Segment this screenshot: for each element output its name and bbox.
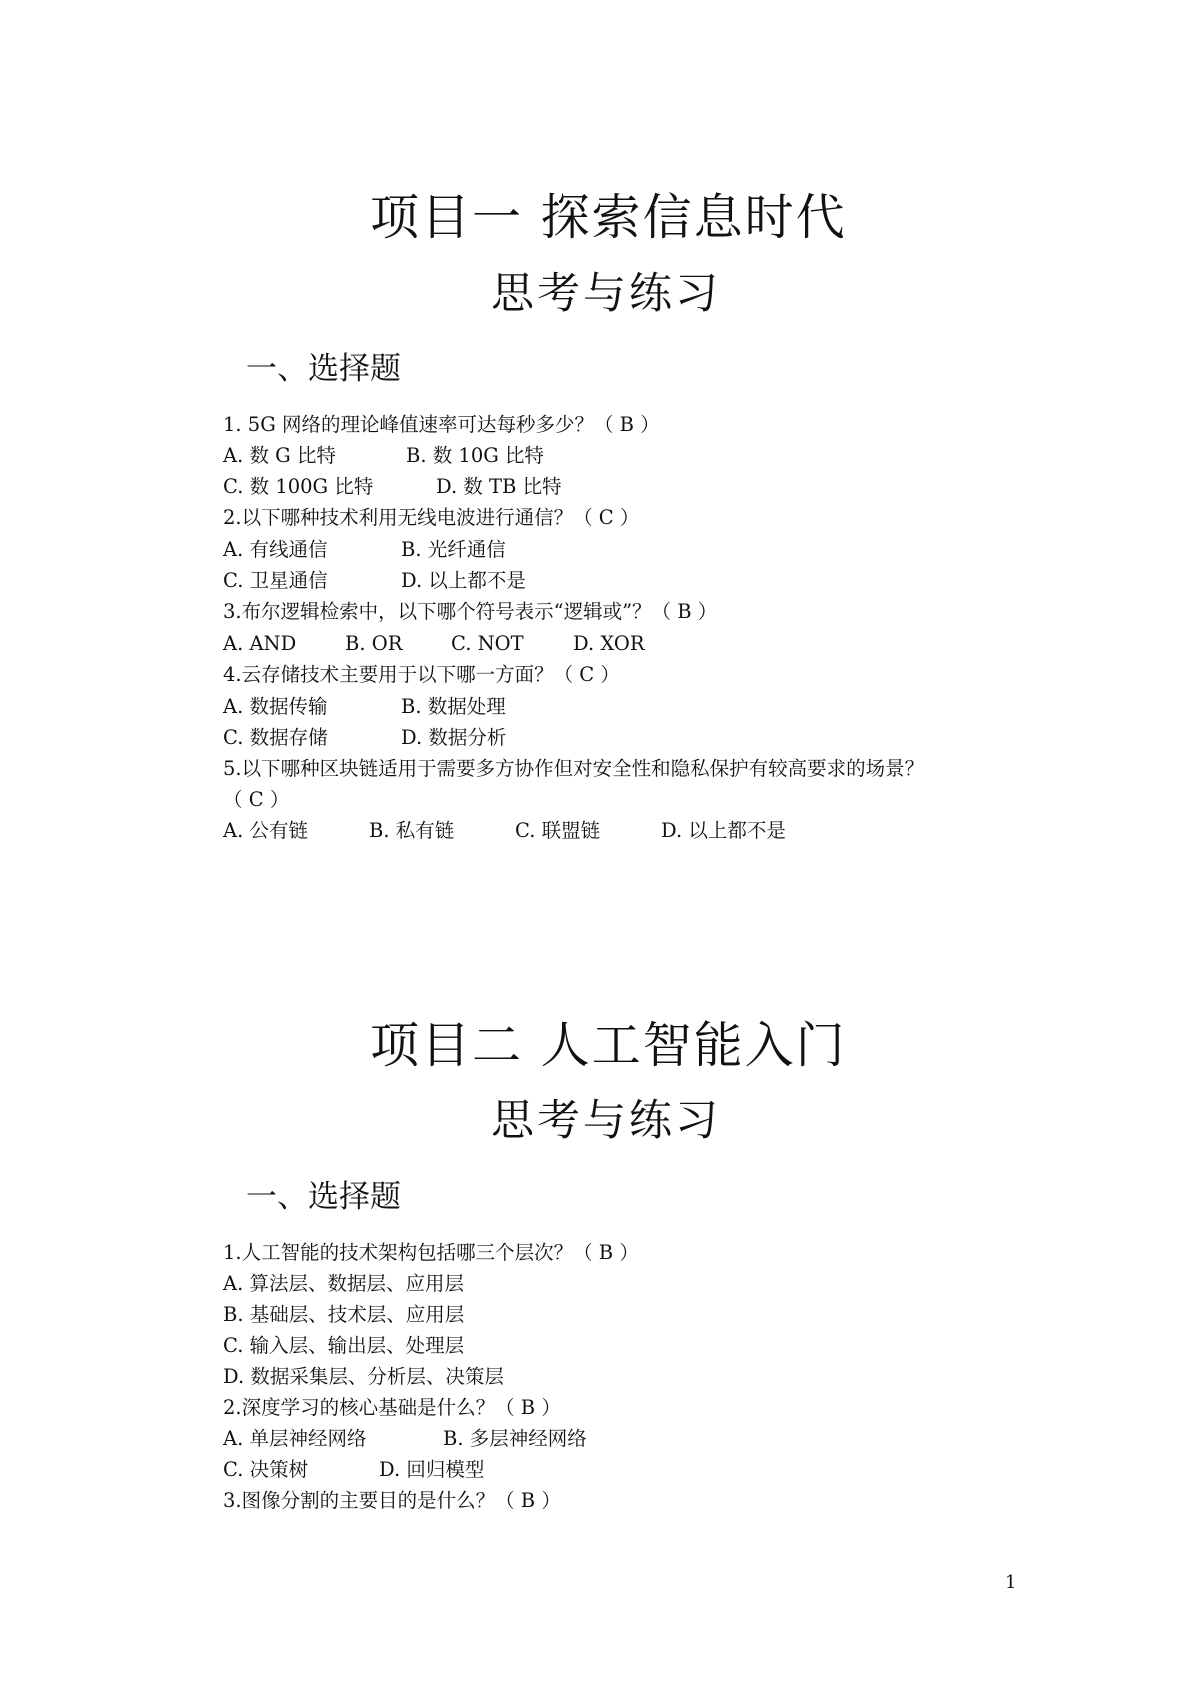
project-2-title: 项目二 人工智能入门	[370, 1017, 847, 1074]
project-2-subtitle: 思考与练习	[491, 1096, 721, 1146]
p1-question-5-answer: （ C ）	[223, 788, 290, 811]
p2-q2-option-a: A. 单层神经网络	[223, 1427, 367, 1450]
p1-q2-option-c: C. 卫星通信	[223, 569, 328, 592]
p2-q2-option-b: B. 多层神经网络	[443, 1427, 587, 1450]
p1-q3-option-b: B. OR	[345, 632, 403, 655]
p1-question-4: 4.云存储技术主要用于以下哪一方面？（ C ）	[223, 663, 620, 686]
p2-q1-option-c: C. 输入层、输出层、处理层	[223, 1334, 465, 1357]
p1-q4-option-b: B. 数据处理	[401, 695, 506, 718]
p1-q5-option-c: C. 联盟链	[515, 819, 601, 842]
project-1-section-heading: 一、选择题	[246, 351, 401, 387]
p1-q5-option-d: D. 以上都不是	[661, 819, 786, 842]
p1-question-2: 2.以下哪种技术利用无线电波进行通信？（ C ）	[223, 506, 640, 529]
p1-q1-option-d: D. 数 TB 比特	[436, 475, 562, 498]
p1-q1-option-a: A. 数 G 比特	[223, 444, 336, 467]
p2-q1-option-d: D. 数据采集层、分析层、决策层	[223, 1365, 504, 1388]
p1-q4-option-c: C. 数据存储	[223, 726, 328, 749]
p1-q4-option-a: A. 数据传输	[223, 695, 328, 718]
p1-q3-option-d: D. XOR	[573, 632, 645, 655]
p1-q4-option-d: D. 数据分析	[401, 726, 507, 749]
p1-q2-option-d: D. 以上都不是	[401, 569, 526, 592]
p2-q2-option-d: D. 回归模型	[379, 1458, 485, 1481]
p2-q1-option-a: A. 算法层、数据层、应用层	[223, 1272, 464, 1295]
p1-q3-option-c: C. NOT	[451, 632, 524, 655]
p1-question-1: 1. 5G 网络的理论峰值速率可达每秒多少？（ B ）	[223, 413, 660, 436]
p2-question-1: 1.人工智能的技术架构包括哪三个层次？（ B ）	[223, 1241, 639, 1264]
project-2-section-heading: 一、选择题	[246, 1179, 401, 1215]
p1-q5-option-a: A. 公有链	[223, 819, 308, 842]
page-number: 1	[1005, 1572, 1017, 1593]
p1-question-5: 5.以下哪种区块链适用于需要多方协作但对安全性和隐私保护有较高要求的场景？	[223, 757, 925, 780]
p1-q3-option-a: A. AND	[223, 632, 297, 655]
p1-q1-option-c: C. 数 100G 比特	[223, 475, 374, 498]
project-1-subtitle: 思考与练习	[491, 269, 721, 319]
p1-question-3: 3.布尔逻辑检索中，以下哪个符号表示“逻辑或”？（ B ）	[223, 600, 718, 623]
p1-q5-option-b: B. 私有链	[369, 819, 455, 842]
p2-question-3: 3.图像分割的主要目的是什么？（ B ）	[223, 1489, 561, 1512]
p1-q2-option-a: A. 有线通信	[223, 538, 328, 561]
p1-q1-option-b: B. 数 10G 比特	[406, 444, 545, 467]
p1-q2-option-b: B. 光纤通信	[401, 538, 506, 561]
p2-q1-option-b: B. 基础层、技术层、应用层	[223, 1303, 465, 1326]
project-1-title: 项目一 探索信息时代	[370, 189, 847, 246]
p2-question-2: 2.深度学习的核心基础是什么？（ B ）	[223, 1396, 561, 1419]
p2-q2-option-c: C. 决策树	[223, 1458, 309, 1481]
